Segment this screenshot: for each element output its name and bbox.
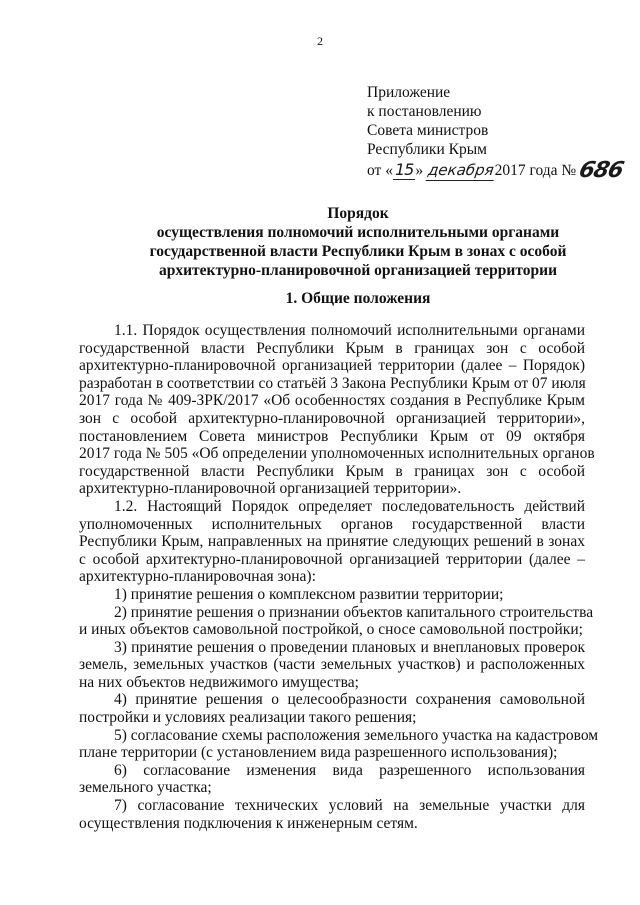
body-line: 7) согласование технических условий на земельные участки для [114, 797, 585, 815]
body-line: архитектурно-планировочная зона): [79, 568, 316, 586]
appendix-line-3: Совета министров [367, 122, 489, 139]
appendix-date-line [367, 159, 627, 181]
body-line: осуществления подключения к инженерным сетям. [79, 814, 418, 832]
body-line: 2) принятие решения о признании объектов капитального строительства [114, 603, 594, 621]
body-line: на них объектов недвижимого имущества; [79, 673, 359, 691]
appendix-block [367, 83, 627, 181]
date-mid: » [415, 162, 427, 179]
body-line: и иных объектов самовольной постройкой, о сносе самовольной постройки; [79, 621, 583, 639]
body-line: государственной власти Республики Крым в границах зон с особой [79, 339, 585, 357]
body-line: 4) принятие решения о целесообразности сохранения самовольной [114, 691, 585, 709]
body-line: Республики Крым, направленных на принятие следующих решений в зонах [79, 533, 585, 551]
body-line: 6) согласование изменения вида разрешенного использования [114, 761, 585, 779]
section-heading: 1. Общие положения [285, 290, 431, 307]
appendix-line-1: Приложение [367, 84, 451, 101]
body-line: архитектурно-планировочной организацией территории (далее – Порядок) [79, 357, 585, 375]
body-line: государственной власти Республики Крым в границах зон с особой [79, 462, 585, 480]
document-number-handwritten: 686 [576, 158, 626, 183]
body-line: архитектурно-планировочной организацией территории». [79, 480, 462, 498]
body-text [79, 322, 599, 832]
body-line: 2017 года № 505 «Об определении уполномоченных исполнительных органов [79, 445, 595, 463]
body-line: 2017 года № 409-ЗРК/2017 «Об особенностях создания в Республике Крым [79, 392, 585, 410]
date-prefix: от « [367, 162, 393, 179]
body-line: земель, земельных участков (части земельных участков) и расположенных [79, 656, 585, 674]
body-line: постановлением Совета министров Республики Крым от 09 октября [79, 427, 585, 445]
title-line-4: архитектурно-планировочной организацией территории [158, 262, 557, 279]
body-line: постройки и условиях реализации такого решения; [79, 709, 417, 727]
body-line: зон с особой архитектурно-планировочной организацией территории», [79, 409, 585, 427]
body-line: 1.1. Порядок осуществления полномочий исполнительными органами [114, 322, 585, 339]
body-line: разработан в соответствии со статьёй 3 Закона Республики Крым от 07 июля [79, 374, 586, 392]
body-line: 3) принятие решения о проведении плановых и внеплановых проверок [114, 638, 585, 656]
body-line: плане территории (с установлением вида разрешенного использования); [79, 744, 558, 762]
appendix-line-2: к постановлению [367, 103, 482, 120]
date-month-handwritten: декабря [426, 161, 495, 179]
document-title [80, 204, 636, 280]
title-line-3: государственной власти Республики Крым в зонах с особой [149, 243, 567, 260]
body-line: 1) принятие решения о комплексном развитии территории; [114, 585, 504, 603]
title-line-1: Порядок [327, 205, 389, 222]
appendix-line-4: Республики Крым [367, 141, 487, 158]
title-line-2: осуществления полномочий исполнительными органами [156, 224, 560, 241]
body-line: земельного участка; [79, 779, 212, 797]
body-line: уполномоченных исполнительных органов государственной власти [79, 515, 585, 533]
body-line: 5) согласование схемы расположения земельного участка на кадастровом [114, 726, 599, 744]
page-number: 2 [317, 34, 323, 48]
body-line: 1.2. Настоящий Порядок определяет последовательность действий [114, 497, 585, 515]
date-suffix: 2017 года № [494, 162, 577, 179]
date-day-handwritten: 15 [394, 160, 414, 179]
body-line: с особой архитектурно-планировочной организацией территории (далее – [79, 550, 585, 568]
